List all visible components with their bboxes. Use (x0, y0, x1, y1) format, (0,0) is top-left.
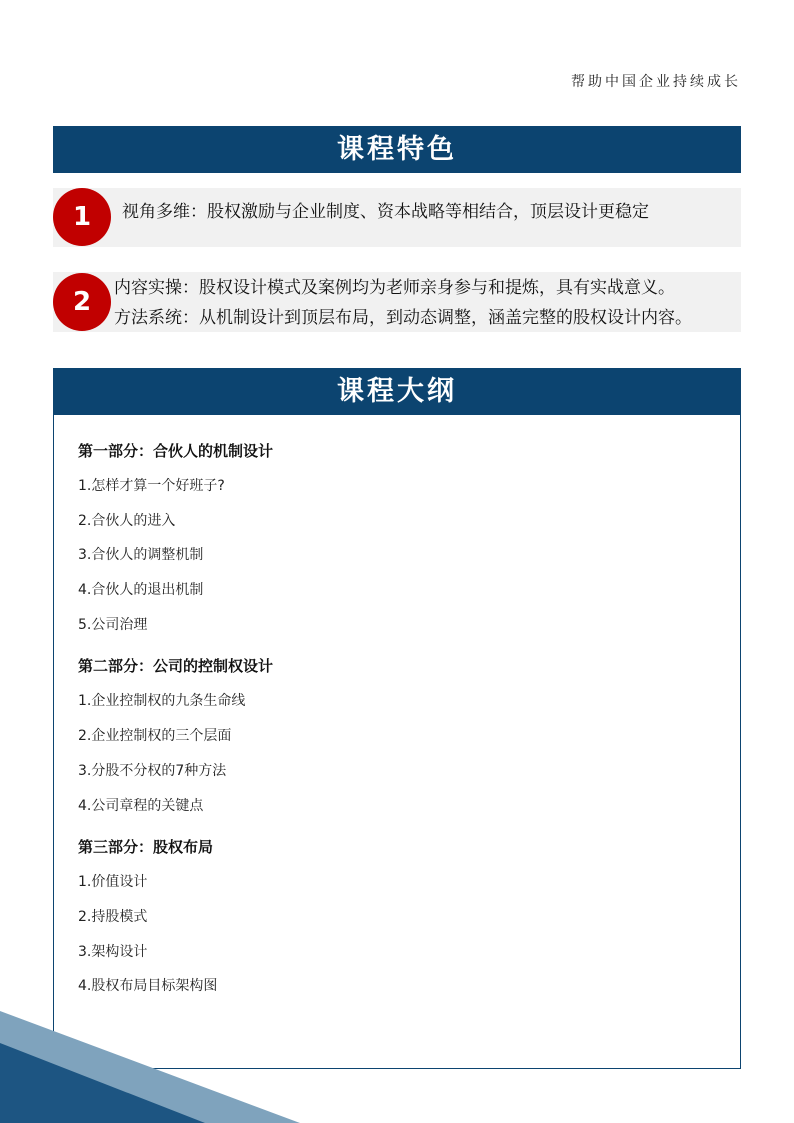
feature-item-2 (53, 272, 741, 332)
feature-line: 方法系统：从机制设计到顶层布局，到动态调整，涵盖完整的股权设计内容。 (114, 308, 692, 328)
feature-line: 视角多维：股权激励与企业制度、资本战略等相结合，顶层设计更稳定 (122, 202, 649, 222)
feature-item-1 (53, 188, 741, 247)
outline-item: 2.合伙人的进入 (78, 512, 176, 529)
outline-item: 4.股权布局目标架构图 (78, 978, 218, 995)
feature-number-badge: 1 (53, 188, 111, 246)
outline-item: 1.怎样才算一个好班子? (78, 478, 225, 494)
outline-item: 2.持股模式 (78, 908, 148, 925)
outline-item: 5.公司治理 (78, 616, 148, 633)
features-title: 课程特色 (337, 134, 457, 165)
outline-item: 4.公司章程的关键点 (78, 797, 204, 814)
outline-item: 3.架构设计 (78, 943, 148, 960)
part-title: 第一部分：合伙人的机制设计 (78, 442, 274, 460)
outline-item: 3.分股不分权的7种方法 (78, 762, 227, 779)
tagline: 帮助中国企业持续成长 (571, 74, 741, 90)
outline-item: 2.企业控制权的三个层面 (78, 728, 232, 745)
part-title: 第二部分：公司的控制权设计 (78, 657, 274, 676)
feature-number-badge: 2 (53, 273, 111, 331)
part-title: 第三部分：股权布局 (78, 838, 214, 857)
feature-text (122, 197, 649, 227)
outline-item: 4.合伙人的退出机制 (78, 582, 204, 599)
outline-box (53, 415, 741, 1069)
outline-item: 1.价值设计 (78, 874, 148, 891)
corner-decoration (0, 1011, 300, 1123)
feature-text (114, 273, 692, 333)
outline-banner (53, 368, 741, 415)
feature-line: 内容实操：股权设计模式及案例均为老师亲身参与和提炼，具有实战意义。 (114, 278, 675, 298)
outline-item: 3.合伙人的调整机制 (78, 547, 204, 564)
outline-item: 1.企业控制权的九条生命线 (78, 693, 246, 710)
outline-title: 课程大纲 (337, 376, 457, 407)
features-banner (53, 126, 741, 173)
outline-content (78, 439, 273, 1009)
